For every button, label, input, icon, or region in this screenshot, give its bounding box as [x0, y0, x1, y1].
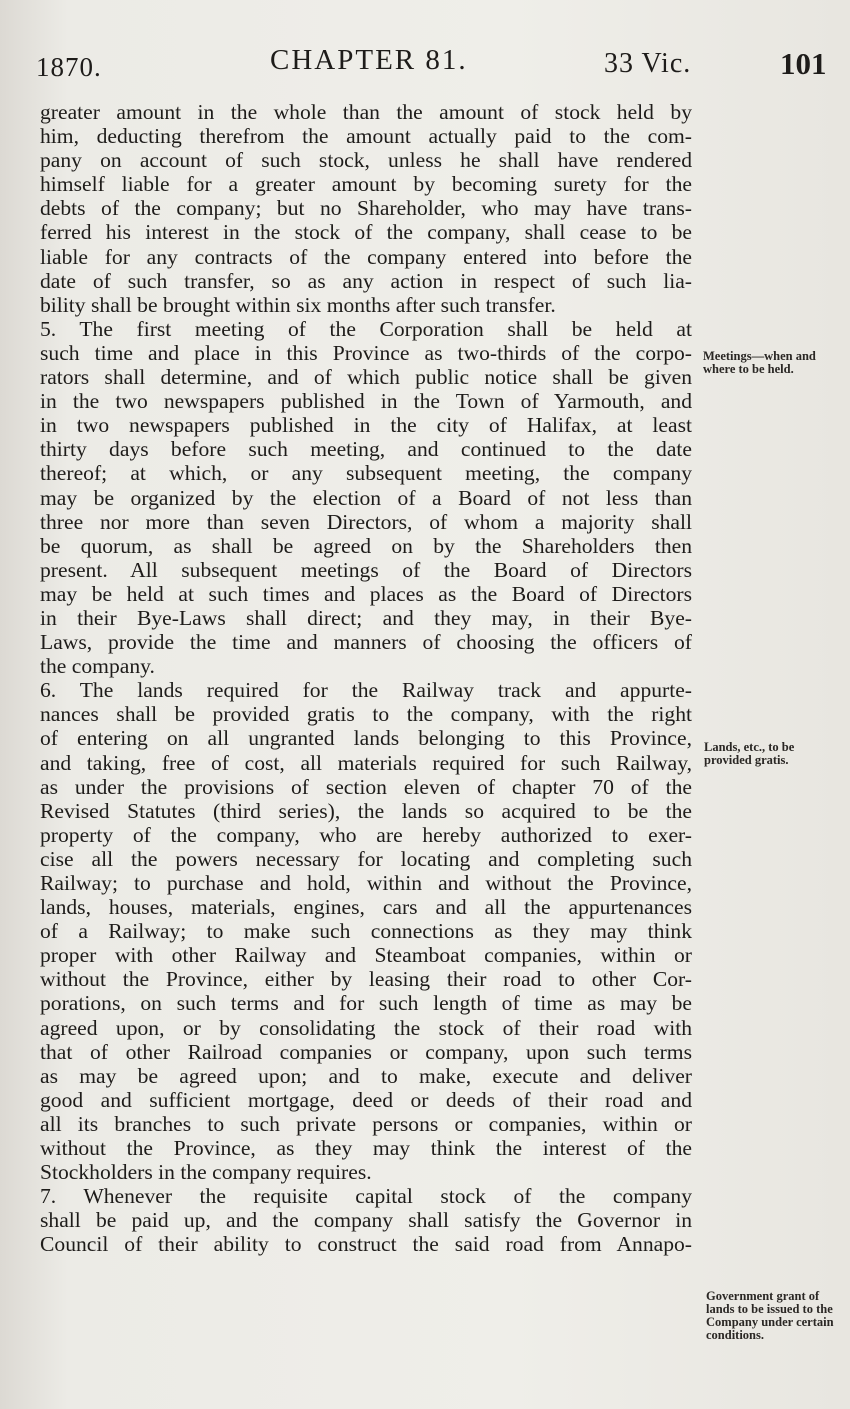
text-line: lands, houses, materials, engines, cars and all the appurtenances — [40, 895, 692, 920]
text-line: such time and place in this Province as two-thirds of the corpo- — [40, 340, 692, 365]
text-line: bility shall be brought within six months after such transfer. — [40, 292, 556, 317]
text-line: the company. — [40, 654, 155, 679]
text-line: shall be paid up, and the company shall satisfy the Governor in — [40, 1208, 692, 1233]
text-line: present. All subsequent meetings of the Board of Directors — [40, 557, 692, 582]
text-line: good and sufficient mortgage, deed or deeds of their road and — [40, 1087, 692, 1112]
text-line: without the Province, either by leasing their road to other Cor- — [40, 967, 692, 992]
text-line: porations, on such terms and for such length of time as may be — [40, 991, 692, 1016]
text-line: may be organized by the election of a Board of not less than — [40, 485, 692, 510]
text-line: debts of the company; but no Shareholder, who may have trans- — [40, 196, 692, 221]
text-line: rators shall determine, and of which public notice shall be given — [40, 365, 692, 390]
text-line: all its branches to such private persons or companies, within or — [40, 1111, 692, 1136]
section-7-start: 7. Whenever the requisite capital stock of the company — [40, 1184, 692, 1209]
header-chapter: CHAPTER 81. — [270, 44, 468, 76]
text-line: greater amount in the whole than the amount of stock held by — [40, 100, 692, 124]
body-text — [40, 100, 692, 1257]
page-number: 101 — [780, 46, 827, 81]
text-line: and taking, free of cost, all materials required for such Railway, — [40, 750, 692, 775]
text-line: ferred his interest in the stock of the company, shall cease to be — [40, 220, 692, 245]
section-5-start: 5. The first meeting of the Corporation shall be held at — [40, 316, 692, 341]
text-line: three nor more than seven Directors, of whom a majority shall — [40, 509, 692, 534]
text-line: Revised Statutes (third series), the lands so acquired to be the — [40, 798, 692, 823]
running-header — [36, 42, 826, 88]
text-line: without the Province, as they may think the interest of the — [40, 1136, 692, 1161]
section-6-start: 6. The lands required for the Railway track and appurte- — [40, 678, 692, 703]
text-line: him, deducting therefrom the amount actually paid to the com- — [40, 124, 692, 149]
text-line: Council of their ability to construct the said road from Annapo- — [40, 1232, 692, 1257]
text-line: date of such transfer, so as any action in respect of such lia- — [40, 268, 692, 293]
margin-note-government: Government grant of lands to be issued to the Company under certain conditions. — [706, 1289, 834, 1342]
header-year: 1870. — [36, 52, 102, 82]
margin-note-lands: Lands, etc., to be provided gratis. — [704, 740, 795, 767]
text-line: himself liable for a greater amount by becoming surety for the — [40, 172, 692, 197]
text-line: of entering on all ungranted lands belonging to this Province, — [40, 726, 692, 751]
text-line: in their Bye-Laws shall direct; and they may, in their Bye- — [40, 605, 692, 630]
text-line: in the two newspapers published in the Town of Yarmouth, and — [40, 389, 692, 414]
text-line: Railway; to purchase and hold, within and without the Province, — [40, 871, 692, 895]
text-line: thereof; at which, or any subsequent meeting, the company — [40, 461, 692, 486]
text-line: cise all the powers necessary for locating and completing such — [40, 846, 692, 871]
text-line: that of other Railroad companies or company, upon such terms — [40, 1039, 692, 1064]
text-line: proper with other Railway and Steamboat companies, within or — [40, 943, 692, 968]
text-line: liable for any contracts of the company entered into before the — [40, 244, 692, 269]
text-line: property of the company, who are hereby authorized to exer- — [40, 822, 692, 847]
text-line: agreed upon, or by consolidating the stock of their road with — [40, 1015, 692, 1040]
margin-note-meetings: Meetings—when and where to be held. — [703, 349, 816, 376]
text-line: thirty days before such meeting, and continued to the date — [40, 437, 692, 462]
text-line: as under the provisions of section eleven of chapter 70 of the — [40, 774, 692, 799]
text-line: may be held at such times and places as the Board of Directors — [40, 581, 692, 606]
text-line: as may be agreed upon; and to make, execute and deliver — [40, 1063, 692, 1088]
text-line: pany on account of such stock, unless he shall have rendered — [40, 148, 692, 173]
text-line: in two newspapers published in the city of Halifax, at least — [40, 413, 692, 438]
text-line: Laws, provide the time and manners of choosing the officers of — [40, 630, 692, 655]
text-line: of a Railway; to make such connections as they may think — [40, 919, 692, 944]
text-line: Stockholders in the company requires. — [40, 1160, 372, 1185]
header-reign: 33 Vic. — [604, 48, 692, 79]
text-line: nances shall be provided gratis to the company, with the right — [40, 702, 692, 727]
text-line: be quorum, as shall be agreed on by the Shareholders then — [40, 533, 692, 558]
